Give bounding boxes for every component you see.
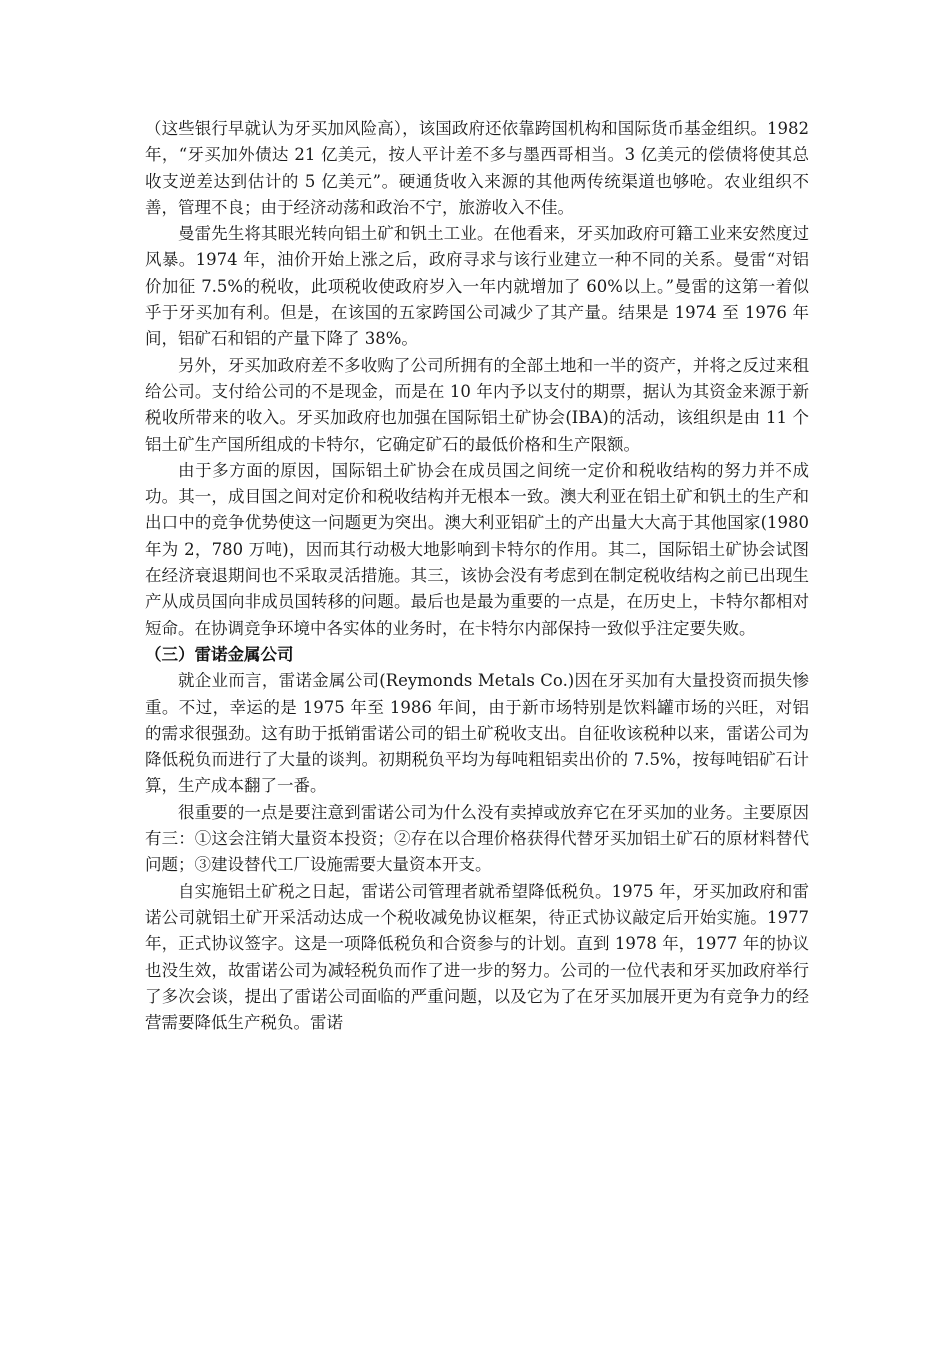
section-paragraph: 很重要的一点是要注意到雷诺公司为什么没有卖掉或放弃它在牙买加的业务。主要原因有三：①这会注销大量资本投资；②存在以合理价格获得代替牙买加铝土矿石的原材料替代问题；③建设替代工厂设施需要大量资本开支。	[145, 802, 809, 875]
body-paragraph: 由于多方面的原因，国际铝土矿协会在成员国之间统一定价和税收结构的努力并不成功。其一，成目国之间对定价和税收结构并无根本一致。澳大利亚在铝土矿和钒土的生产和出口中的竞争优势使这一问题更为突出。澳大利亚铝矿土的产出量大大高于其他国家(1980 年为 2，780 万吨)，因而其行动极大地影响到卡特尔的作用。其二，国际铝土矿协会试图在经济衰退期间也不采取灵活措施。其三，该协会没有考虑到在制定税收结构之前已出现生产从成员国向非成员国转移的问题。最后也是最为重要的一点是，在历史上，卡特尔都相对短命。在协调竞争环境中各实体的业务时，在卡特尔内部保持一致似乎注定要失败。	[145, 460, 809, 638]
body-paragraph: （这些银行早就认为牙买加风险高），该国政府还依靠跨国机构和国际货币基金组织。1982 年，“牙买加外债达 21 亿美元，按人平计差不多与墨西哥相当。3 亿美元的偿债将使其总收支逆差达到估计的 5 亿美元”。硬通货收入来源的其他两传统渠道也够呛。农业组织不善，管理不良；由于经济动荡和政治不宁，旅游收入不佳。	[145, 119, 809, 217]
body-paragraph: 曼雷先生将其眼光转向铝土矿和钒土工业。在他看来，牙买加政府可籍工业来安然度过风暴。1974 年，油价开始上涨之后，政府寻求与该行业建立一种不同的关系。曼雷“对铝价加征 7.5%的税收，此项税收使政府岁入一年内就增加了 60%以上。”曼雷的这第一着似乎于牙买加有利。但是，在该国的五家跨国公司减少了其产量。结果是 1974 至 1976 年间，铝矿石和铝的产量下降了 38%。	[145, 224, 809, 349]
section-paragraph: 就企业而言，雷诺金属公司(Reymonds Metals Co.)因在牙买加有大量投资而损失惨重。不过，幸运的是 1975 年至 1986 年间，由于新市场特别是饮料罐市场的兴旺，对铝的需求很强劲。这有助于抵销雷诺公司的铝土矿税收支出。自征收该税种以来，雷诺公司为降低税负而进行了大量的谈判。初期税负平均为每吨粗铝卖出价的 7.5%，按每吨铝矿石计算，生产成本翻了一番。	[145, 671, 809, 796]
section-heading: （三）雷诺金属公司	[145, 644, 294, 664]
section-paragraph: 自实施铝土矿税之日起，雷诺公司管理者就希望降低税负。1975 年，牙买加政府和雷诺公司就铝土矿开采活动达成一个税收减免协议框架，待正式协议敲定后开始实施。1977 年，正式协议签字。这是一项降低税负和合资参与的计划。直到 1978 年，1977 年的协议也没生效，故雷诺公司为减轻税负而作了进一步的努力。公司的一位代表和牙买加政府举行了多次会谈，提出了雷诺公司面临的严重问题，以及它为了在牙买加展开更为有竞争力的经营需要降低生产税负。雷诺	[145, 881, 809, 1033]
body-paragraph: 另外，牙买加政府差不多收购了公司所拥有的全部土地和一半的资产，并将之反过来租给公司。支付给公司的不是现金，而是在 10 年内予以支付的期票，据认为其资金来源于新税收所带来的收入。牙买加政府也加强在国际铝土矿协会(IBA)的活动，该组织是由 11 个铝土矿生产国所组成的卡特尔，它确定矿石的最低价格和生产限额。	[145, 355, 809, 454]
document-page	[145, 116, 809, 1036]
